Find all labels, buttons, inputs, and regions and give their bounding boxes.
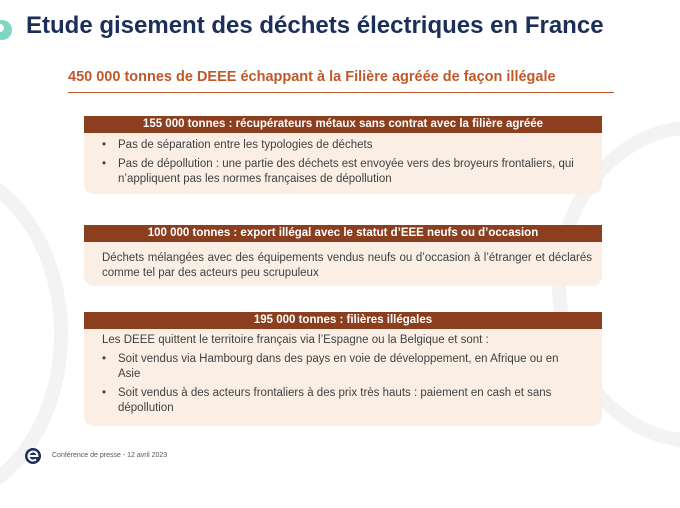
- page-title: Etude gisement des déchets électriques en France: [26, 12, 604, 39]
- list-item-text: Soit vendus à des acteurs frontaliers à des prix très hauts : paiement en cash et sans dépollution: [118, 387, 552, 414]
- footer-text: Conférence de presse - 12 avril 2023: [52, 452, 168, 459]
- bullet-list: [102, 352, 572, 420]
- subtitle: 450 000 tonnes de DEEE échappant à la Filière agréée de façon illégale: [68, 69, 556, 85]
- bullet-list: [102, 138, 582, 191]
- section-header-illegal-export: 100 000 tonnes : export illégal avec le statut d’EEE neufs ou d’occasion: [84, 225, 602, 242]
- bullet-icon: •: [102, 139, 107, 151]
- section-text: Déchets mélangées avec des équipements vendus neufs ou d’occasion à l’étranger et déclarés comme tel par des acteurs peu scrupuleux: [102, 252, 592, 279]
- subtitle-underline: [68, 92, 614, 93]
- list-item-text: Soit vendus via Hambourg dans des pays en voie de développement, en Afrique ou en Asie: [118, 353, 559, 380]
- bullet-icon: •: [102, 158, 107, 170]
- list-item: [102, 138, 582, 153]
- section-intro: Les DEEE quittent le territoire français via l’Espagne ou la Belgique et sont :: [102, 334, 489, 346]
- list-item: [102, 352, 572, 382]
- bullet-icon: •: [102, 387, 107, 399]
- list-item: [102, 386, 572, 416]
- list-item: [102, 157, 582, 187]
- list-item-text: Pas de dépollution : une partie des déchets est envoyée vers des broyeurs frontaliers, qui n’appliquent pas les normes françaises de dépollution: [118, 158, 574, 185]
- list-item-text: Pas de séparation entre les typologies de déchets: [118, 139, 373, 151]
- section-header-illegal-channels: 195 000 tonnes : filières illégales: [84, 312, 602, 329]
- decorative-circle: [0, 20, 12, 40]
- section-header-metal-recyclers: 155 000 tonnes : récupérateurs métaux sans contrat avec la filière agréée: [84, 116, 602, 133]
- ecosystem-logo-icon: [24, 447, 42, 465]
- bullet-icon: •: [102, 353, 107, 365]
